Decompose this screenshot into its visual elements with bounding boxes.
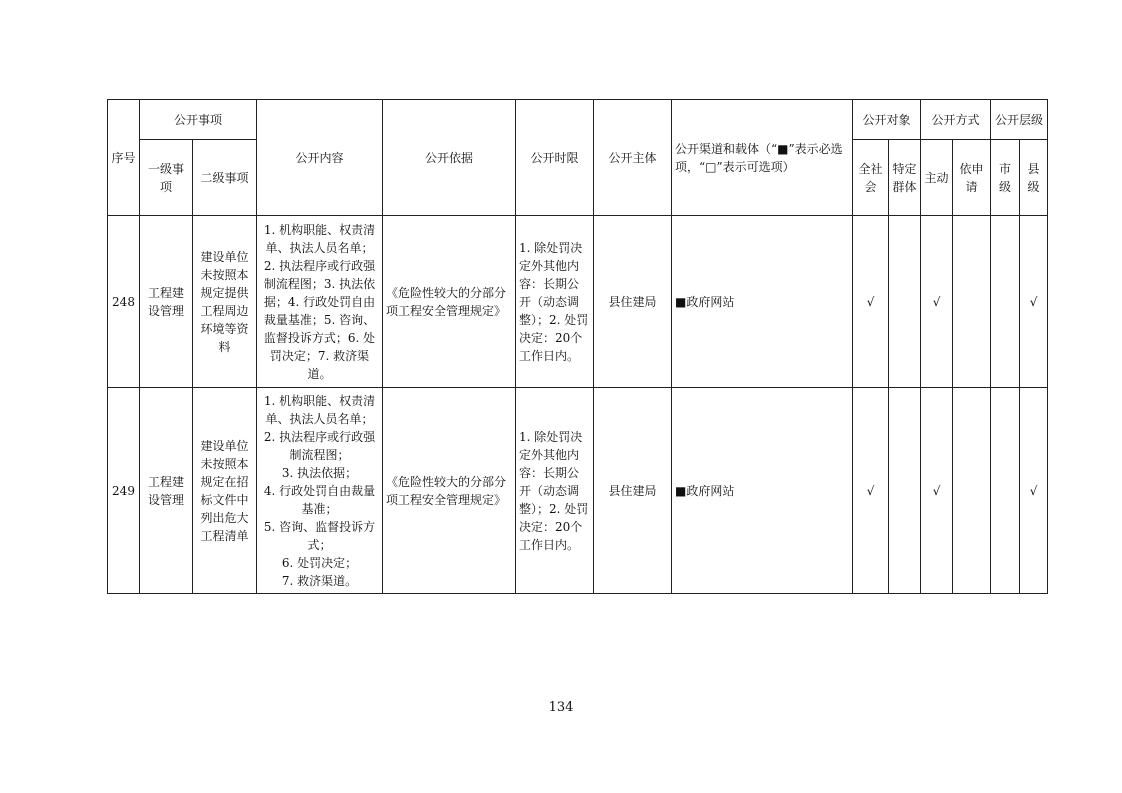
row-time-limit: 1. 除处罚决定外其他内容：长期公开（动态调整）；2. 处罚决定：20个工作日内。	[516, 388, 594, 594]
row-subject: 县住建局	[594, 216, 672, 388]
header-item: 公开事项	[140, 100, 257, 140]
row-content: 1. 机构职能、权责清单、执法人员名单；2. 执法程序或行政强制流程图；3. 执法依据；4. 行政处罚自由裁量基准；5. 咨询、监督投诉方式；6. 处罚决定；7. 救济渠道。	[257, 216, 383, 388]
row-level1: 工程建设管理	[140, 388, 193, 594]
row-level-county: √	[1020, 388, 1048, 594]
row-channel: ■政府网站	[672, 216, 853, 388]
row-subject: 县住建局	[594, 388, 672, 594]
row-level1: 工程建设管理	[140, 216, 193, 388]
table-row	[108, 388, 1048, 594]
row-target-specific	[889, 216, 921, 388]
header-target-specific: 特定群体	[889, 140, 921, 216]
row-channel: ■政府网站	[672, 388, 853, 594]
header-content: 公开内容	[257, 100, 383, 216]
header-time-limit: 公开时限	[516, 100, 594, 216]
header-seq: 序号	[108, 100, 140, 216]
row-time-limit: 1. 除处罚决定外其他内容：长期公开（动态调整）；2. 处罚决定：20个工作日内。	[516, 216, 594, 388]
header-level: 公开层级	[991, 100, 1048, 140]
table-row	[108, 216, 1048, 388]
header-level-city: 市级	[991, 140, 1020, 216]
header-basis: 公开依据	[383, 100, 516, 216]
row-target-specific	[889, 388, 921, 594]
row-basis: 《危险性较大的分部分项工程安全管理规定》	[383, 388, 516, 594]
row-basis: 《危险性较大的分部分项工程安全管理规定》	[383, 216, 516, 388]
row-method-apply	[953, 216, 991, 388]
row-level-city	[991, 388, 1020, 594]
header-subject: 公开主体	[594, 100, 672, 216]
row-method-active: √	[921, 388, 953, 594]
header-method: 公开方式	[921, 100, 991, 140]
header-channel: 公开渠道和载体（“■”表示必选项，“□”表示可选项）	[672, 100, 853, 216]
row-target-all: √	[853, 216, 889, 388]
row-target-all: √	[853, 388, 889, 594]
row-method-apply	[953, 388, 991, 594]
header-level2: 二级事项	[193, 140, 257, 216]
header-level1: 一级事项	[140, 140, 193, 216]
row-level-county: √	[1020, 216, 1048, 388]
header-method-apply: 依申请	[953, 140, 991, 216]
header-level-county: 县级	[1020, 140, 1048, 216]
row-level2: 建设单位未按照本规定提供工程周边环境等资料	[193, 216, 257, 388]
disclosure-table	[107, 99, 1048, 594]
row-method-active: √	[921, 216, 953, 388]
page-number: 134	[548, 700, 574, 715]
row-content: 1. 机构职能、权责清单、执法人员名单； 2. 执法程序或行政强制流程图； 3. 执法依据； 4. 行政处罚自由裁量基准； 5. 咨询、监督投诉方式； 6. 处罚决定； 7. 救济渠道。	[257, 388, 383, 594]
header-row	[108, 100, 1048, 140]
row-seq: 249	[108, 388, 140, 594]
row-level-city	[991, 216, 1020, 388]
row-seq: 248	[108, 216, 140, 388]
header-method-active: 主动	[921, 140, 953, 216]
row-level2: 建设单位未按照本规定在招标文件中列出危大工程清单	[193, 388, 257, 594]
header-target-all: 全社会	[853, 140, 889, 216]
header-target: 公开对象	[853, 100, 921, 140]
